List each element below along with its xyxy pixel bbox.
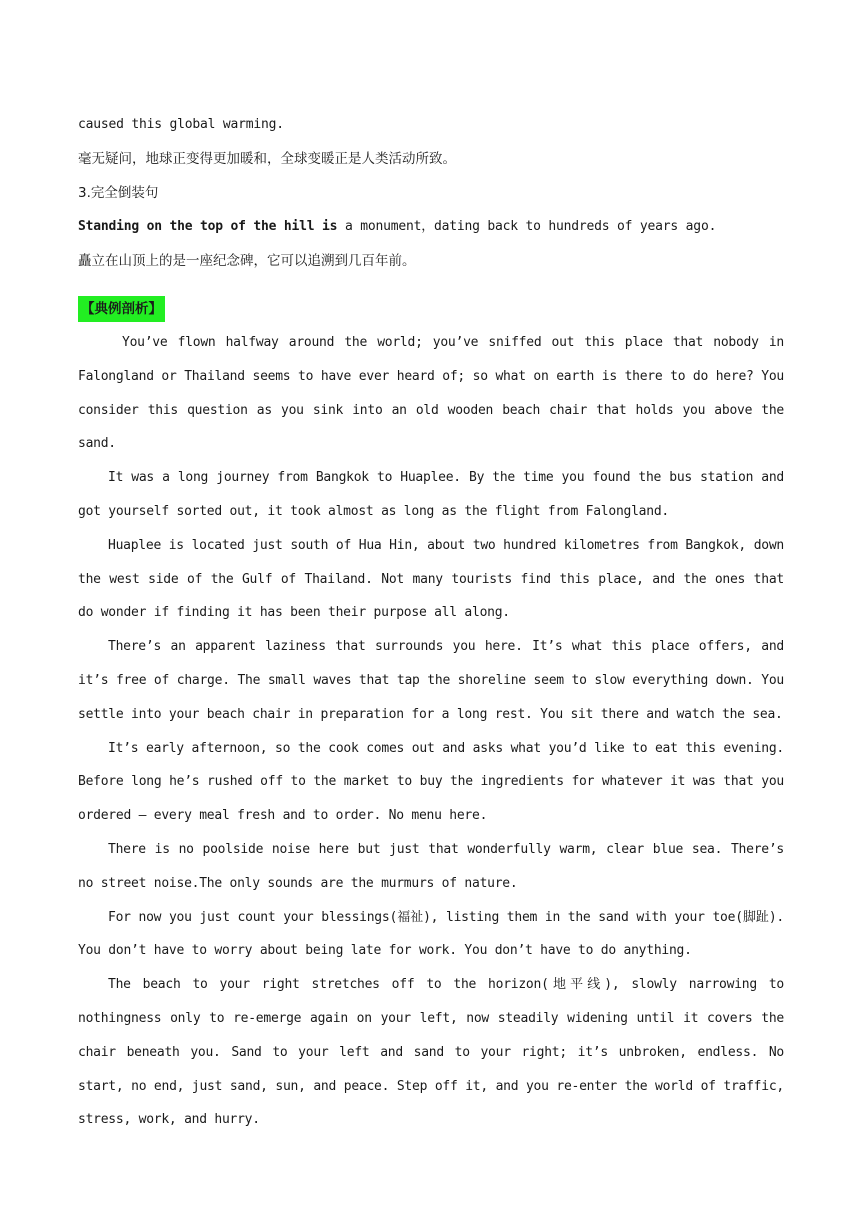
passage-paragraph: Huaplee is located just south of Hua Hin, about two hundred kilometres from Bangkok, down the west side of the Gulf of Thailand. Not many tourists find this place, and the ones that do wonder if finding it has been their purpose all along. [78,537,784,621]
reading-passage [78,326,784,1137]
example-sentence [78,210,784,244]
body-text-line: caused this global warming. [78,117,284,132]
example-translation: 矗立在山顶上的是一座纪念碑，它可以追溯到几百年前。 [78,253,416,269]
passage-paragraph: There is no poolside noise here but just that wonderfully warm, clear blue sea. There’s no street noise.The only sounds are the murmurs of nature. [78,841,784,891]
passage-paragraph: For now you just count your blessings(福祉), listing them in the sand with your toe(脚趾). You don’t have to worry about being late for work. You don’t have to do anything. [78,909,784,959]
passage-paragraph: The beach to your right stretches off to the horizon(地平线), slowly narrowing to nothingness only to re-emerge again on your left, now steadily widening until it covers the chair beneath you. Sand to your left and sand to your right; it’s unbroken, endless. No start, no end, just sand, sun, and peace. Step off it, and you re-enter the world of traffic, stress, work, and hurry. [78,977,784,1128]
document-page [78,108,784,1137]
analysis-heading: 【典例剖析】 [78,296,165,322]
example-bold-part: Standing on the top of the hill is [78,219,338,234]
passage-paragraph: It’s early afternoon, so the cook comes out and asks what you’d like to eat this evening. Before long he’s rushed off to the market to buy the ingredients for whatever it was that you ordered — every meal fresh and to order. No menu here. [78,740,784,824]
example-rest-part: a monument，dating back to hundreds of years ago. [337,219,717,234]
passage-paragraph: It was a long journey from Bangkok to Huaplee. By the time you found the bus station and got yourself sorted out, it took almost as long as the flight from Falongland. [78,470,784,519]
passage-paragraph: You’ve flown halfway around the world; you’ve sniffed out this place that nobody in Falongland or Thailand seems to have ever heard of; so what on earth is there to do here? You consider this question as you sink into an old wooden beach chair that holds you above the sand. [78,335,784,452]
passage-paragraph: There’s an apparent laziness that surrounds you here. It’s what this place offers, and it’s free of charge. The small waves that tap the shoreline seem to slow everything down. You settle into your beach chair in preparation for a long rest. You sit there and watch the sea. [78,639,784,722]
chinese-translation: 毫无疑问，地球正变得更加暖和，全球变暖正是人类活动所致。 [78,151,456,167]
section-title: 3.完全倒装句 [78,185,159,201]
